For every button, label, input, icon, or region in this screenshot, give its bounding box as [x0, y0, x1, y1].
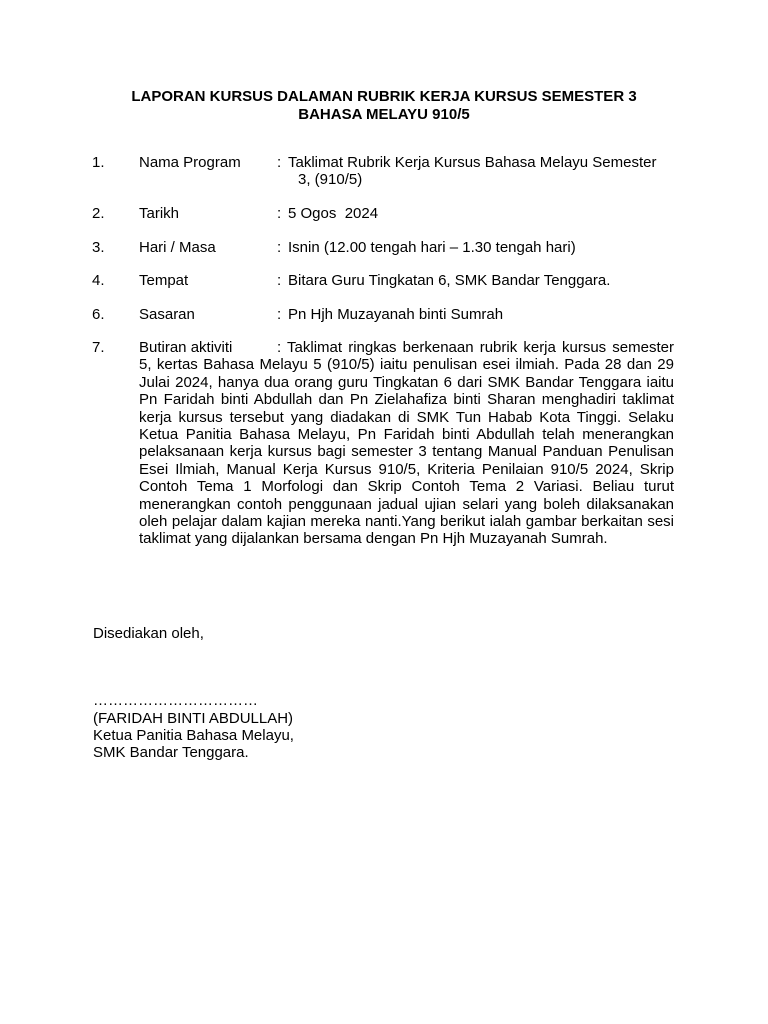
butiran-colon: :	[277, 339, 282, 356]
signature-line: ……………………………	[93, 692, 258, 709]
item-number: 2.	[92, 205, 105, 222]
item-number: 4.	[92, 272, 105, 289]
signer-position: Ketua Panitia Bahasa Melayu,	[93, 727, 294, 744]
item-label: Tarikh	[139, 205, 180, 222]
item-label: Tempat	[139, 272, 189, 289]
report-title-line1: LAPORAN KURSUS DALAMAN RUBRIK KERJA KURSUS SEMESTER 3	[131, 88, 637, 105]
item-colon: :	[277, 205, 282, 222]
item-number: 6.	[92, 306, 105, 323]
item-value: 5 Ogos 2024	[288, 205, 379, 222]
item-value: Isnin (12.00 tengah hari – 1.30 tengah hari)	[288, 239, 576, 256]
item-value-line1: Taklimat Rubrik Kerja Kursus Bahasa Melayu Semester	[288, 154, 657, 171]
butiran-label: Butiran aktiviti	[139, 339, 233, 356]
item-number: 7.	[92, 339, 105, 356]
butiran-paragraph	[139, 339, 674, 548]
item-value	[288, 154, 678, 188]
item-value: Bitara Guru Tingkatan 6, SMK Bandar Tenggara.	[288, 272, 611, 289]
signer-name: (FARIDAH BINTI ABDULLAH)	[93, 710, 294, 727]
item-colon: :	[277, 239, 282, 256]
item-colon: :	[277, 306, 282, 323]
item-label: Hari / Masa	[139, 239, 216, 256]
butiran-text: Taklimat ringkas berkenaan rubrik kerja kursus semester 5, kertas Bahasa Melayu 5 (910/5) iaitu penulisan esei ilmiah. Pada 28 dan 29 Julai 2024, hanya dua orang guru Tingkatan 6 dari SMK Bandar Tenggara iaitu Pn Faridah binti Abdullah dan Pn Zielahafiza binti Sharan menghadiri taklimat kerja kursus tersebut yang diadakan di SMK Tun Habab Kota Tinggi. Selaku Ketua Panitia Bahasa Melayu, Pn Faridah binti Abdullah telah menerangkan pelaksanaan kerja kursus bagi semester 3 tentang Manual Panduan Penulisan Esei Ilmiah, Manual Kerja Kursus 910/5, Kriteria Penilaian 910/5 2024, Skrip Contoh Tema 1 Morfologi dan Skrip Contoh Tema 2 Variasi. Beliau turut menerangkan contoh penggunaan jadual ujian selari yang boleh dilaksanakan oleh pelajar dalam kajian mereka nanti.Yang berikut ialah gambar berkaitan sesi taklimat yang dijalankan bersama dengan Pn Hjh Muzayanah Sumrah.	[139, 339, 674, 548]
item-label: Sasaran	[139, 306, 195, 323]
item-label: Nama Program	[139, 154, 241, 171]
item-value: Pn Hjh Muzayanah binti Sumrah	[288, 306, 504, 323]
item-number: 3.	[92, 239, 105, 256]
item-colon: :	[277, 154, 282, 171]
report-title-line2: BAHASA MELAYU 910/5	[298, 106, 470, 123]
item-number: 1.	[92, 154, 105, 171]
prepared-by: Disediakan oleh,	[93, 625, 204, 642]
item-value-line2: 3, (910/5)	[298, 171, 363, 188]
item-colon: :	[277, 272, 282, 289]
signer-school: SMK Bandar Tenggara.	[93, 744, 249, 761]
